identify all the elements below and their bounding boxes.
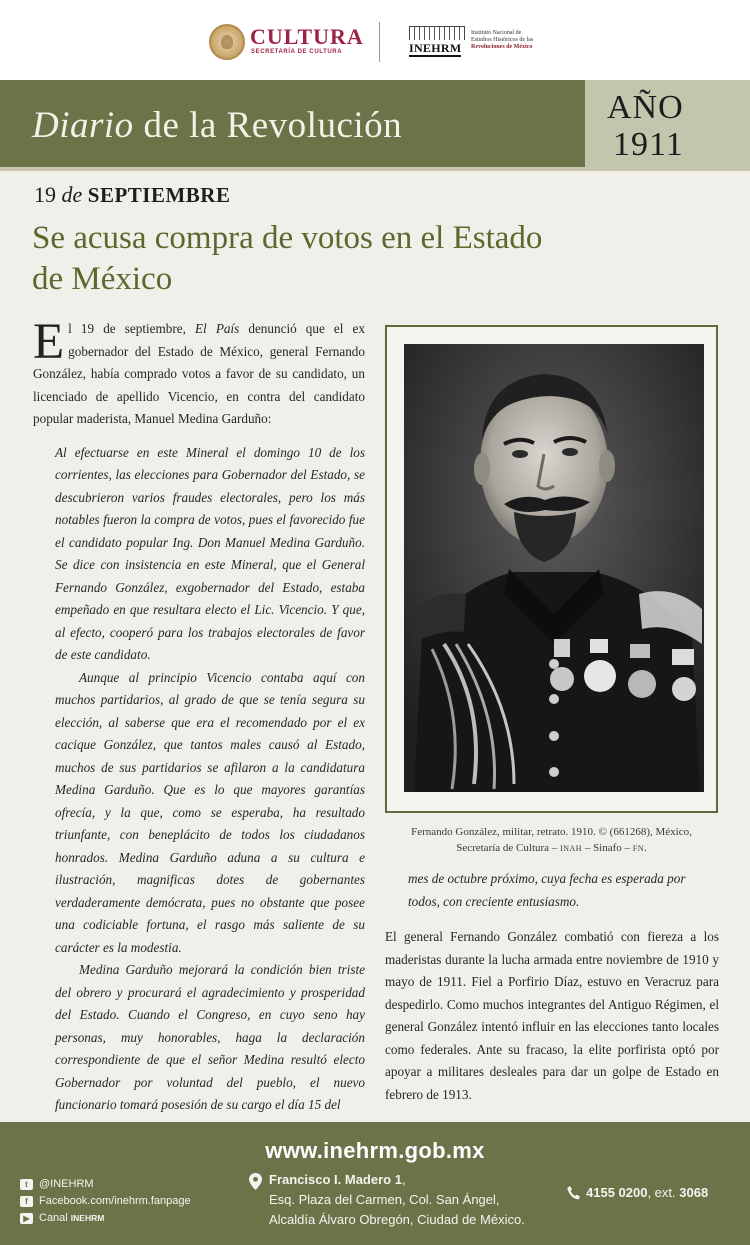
caption-period: . (644, 842, 647, 854)
publication-title-italic: Diario (32, 105, 134, 146)
twitter-link[interactable] (20, 1176, 191, 1193)
quote-paragraph-3: Medina Garduño mejorará la condición bien triste del obrero y procurará el agradecimiento y prosperidad del Estado. Cuando el Congreso, en cuyo seno hay personas, muy honorables, haga la declaración correspondiente de que el señor Medina resultó electo Gobernador por voluntad del pueblo, el nuevo funcionario tomará posesión de su cargo el día 15 del (55, 962, 365, 1112)
intro-paragraph (33, 314, 365, 431)
phone-ext: 3068 (679, 1185, 709, 1200)
cultura-logo-subtitle: SECRETARÍA DE CULTURA (251, 49, 343, 55)
twitter-handle: @INEHRM (39, 1178, 94, 1190)
caption-line-1: Fernando González, militar, retrato. 1910. © (661268), México, (411, 826, 692, 838)
caption-fn: FN (632, 844, 645, 853)
phone-icon (567, 1186, 580, 1200)
youtube-channel: INEHRM (70, 1213, 105, 1223)
quote-continuation: mes de octubre próximo, cuya fecha es esperada por todos, con creciente entusiasmo. (408, 871, 686, 909)
seal-icon (209, 24, 245, 60)
caption-inah: INAH (560, 844, 583, 853)
caption-line-2 (385, 840, 718, 857)
website-link[interactable]: www.inehrm.gob.mx (265, 1138, 485, 1163)
year-box (585, 80, 750, 169)
address-line-2: Esq. Plaza del Carmen, Col. San Ángel, (269, 1192, 500, 1207)
newspaper-name: El País (195, 321, 240, 336)
publication-title-rest: de la Revolución (143, 105, 403, 146)
address-line-3: Alcaldía Álvaro Obregón, Ciudad de México. (269, 1212, 525, 1227)
inehrm-building-icon (409, 26, 465, 40)
facebook-url: Facebook.com/inehrm.fanpage (39, 1195, 191, 1207)
portrait-illustration (404, 344, 704, 792)
footer (0, 1122, 750, 1245)
year-value: 1911 (613, 126, 684, 163)
caption-source: Secretaría de Cultura – (456, 842, 561, 854)
inehrm-logo-description (471, 30, 551, 51)
quote-paragraph-1: Al efectuarse en este Mineral el domingo 10 de los corrientes, las elecciones para Gobernador del Estado, se descubrieron varios fraudes electorales, pero los más notables fueron la compra de votos, pues el favorecido fue el candidato popular Ing. Don Manuel Medina Garduño. Se dice con insistencia en este Mineral, que el General Fernando González, exgobernador del Estado, estaba empeñado en que resultara electo el Lic. Vicencio. Y que, al efecto, cooperó para los trabajos electorales de favor de este candidato. (55, 444, 365, 662)
article-date (34, 182, 230, 208)
date-month: SEPTIEMBRE (87, 183, 231, 207)
address-comma: , (401, 1172, 406, 1187)
caption-sinafo: – Sinafo – (582, 842, 633, 854)
youtube-label (39, 1210, 104, 1227)
youtube-prefix: Canal (39, 1212, 71, 1224)
twitter-icon: t (20, 1179, 33, 1190)
article-headline: Se acusa compra de votos en el Estado de México (32, 220, 543, 297)
drop-cap: E (33, 314, 65, 370)
phone-ext-label: , ext. (647, 1185, 680, 1200)
quote-paragraph-2: Aunque al principio Vicencio contaba aquí con muchos partidarios, al grado de que se tenía segura su elección, al saberse que era el recomendado por el ex cacique González, que tantos males causó al Estado, muchos de sus partidarios se afilaron a la candidatura Medina Garduño. Que es lo que mayores garantías ofrecía, y la que, como se esperaba, ha resultado triunfante, con beneplácito de todos los ciudadanos honrados. Medina Garduño aduna a su cultura e ilustración, magnificas dotes de gobernantes verdaderamente demócrata, pues no obstante que posee una codiciable fortuna, el rasgo más saliente de su carácter es la modestia. (55, 669, 365, 955)
inehrm-desc-line: Estudios Históricos de las (471, 37, 534, 43)
year-label: AÑO (607, 89, 684, 126)
address-block (249, 1170, 525, 1230)
inehrm-desc-line: Revoluciones de México (471, 44, 533, 50)
address-lines (249, 1170, 525, 1230)
facebook-icon: f (20, 1196, 33, 1207)
facebook-link[interactable] (20, 1193, 191, 1210)
logo-bar (0, 0, 750, 80)
photo-caption (385, 824, 718, 857)
closing-paragraph: El general Fernando González combatió con fiereza a los maderistas durante la lucha armada entre noviembre de 1910 y mayo de 1911. Fiel a Porfirio Díaz, estuvo en Veracruz para despedirlo. Como muchos integrantes del Antiguo Régimen, el general González intentó influir en las elecciones tanto locales como federales. Ante su fracaso, la elite porfirista optó por apoyar a militares desleales para dar un golpe de Estado en febrero de 1913. (385, 929, 719, 1102)
portrait-photo (404, 344, 704, 792)
date-de: de (61, 182, 83, 207)
logo-divider (379, 22, 380, 62)
phone-number: 4155 0200 (586, 1185, 648, 1200)
youtube-icon: ▶ (20, 1213, 33, 1224)
phone-block[interactable] (567, 1185, 708, 1200)
inehrm-desc-line: Instituto Nacional de (471, 30, 522, 36)
phone-text (586, 1185, 708, 1200)
date-day: 19 (34, 182, 56, 207)
portrait-frame (385, 325, 718, 813)
address-line-1 (269, 1170, 525, 1190)
intro-text-2: denunció que el ex gobernador del Estado de México, general Fernando González, había comprado votos a favor de su candidato, un licenciado de apellido Vicencio, en contra del candidato popular maderista, Manuel Medina Garduño: (33, 321, 365, 426)
publication-title (32, 104, 402, 147)
cultura-logo-text: CULTURA (250, 24, 364, 49)
article-column-left (33, 314, 365, 1117)
social-links (20, 1176, 191, 1227)
inehrm-logo-text: INEHRM (409, 41, 462, 55)
youtube-link[interactable] (20, 1210, 191, 1227)
map-pin-icon (249, 1173, 262, 1190)
intro-text-1: l 19 de septiembre, (68, 321, 195, 336)
address-street: Francisco I. Madero 1 (269, 1172, 402, 1187)
